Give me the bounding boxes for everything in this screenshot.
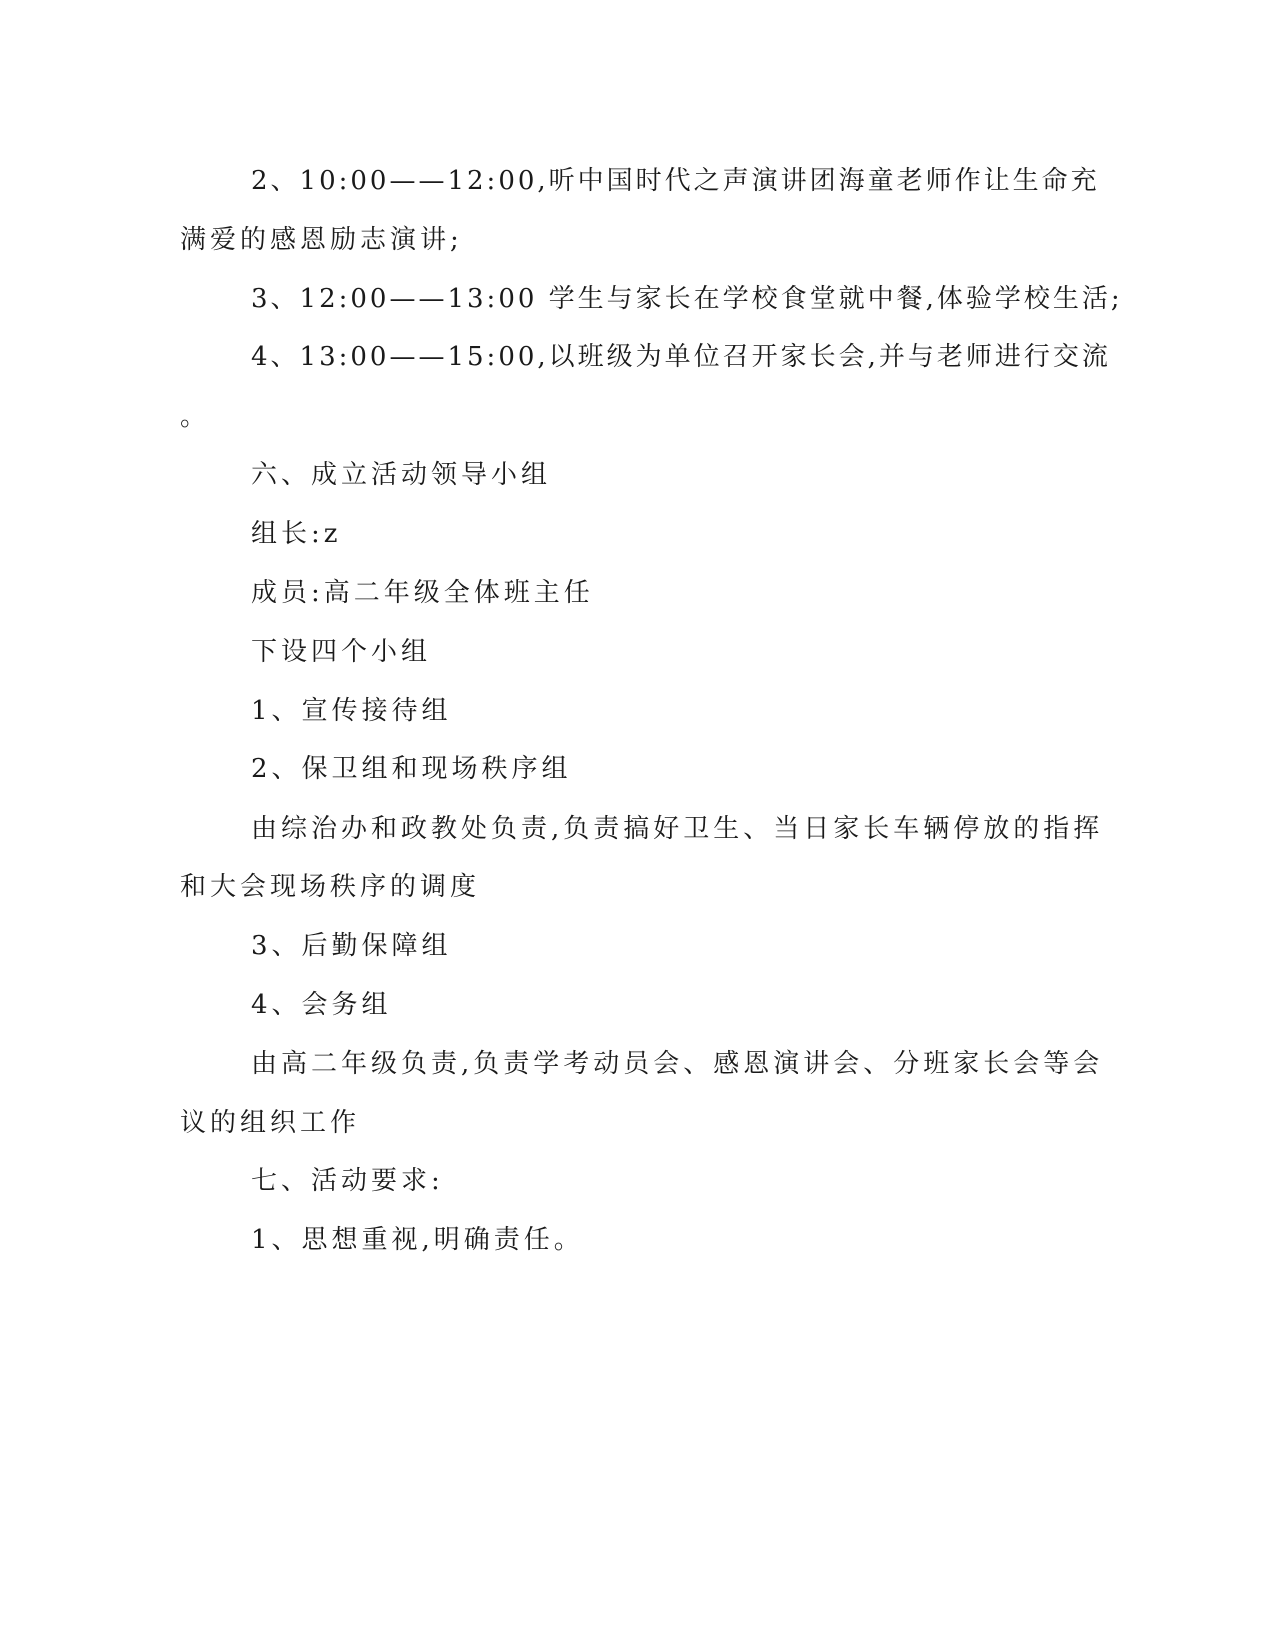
paragraph-line: 组长:z (251, 519, 342, 549)
list-item: 3、后勤保障组 (251, 931, 452, 961)
list-item: 4、会务组 (251, 990, 392, 1020)
paragraph-line: 由高二年级负责,负责学考动员会、感恩演讲会、分班家长会等会 (251, 1049, 1104, 1079)
paragraph-line: 2、10:00——12:00,听中国时代之声演讲团海童老师作让生命充 (251, 166, 1100, 196)
paragraph-line: 由综治办和政教处负责,负责搞好卫生、当日家长车辆停放的指挥 (251, 814, 1104, 844)
paragraph-line: 下设四个小组 (251, 637, 432, 667)
paragraph-line: 和大会现场秩序的调度 (180, 872, 481, 902)
section-heading: 六、成立活动领导小组 (251, 460, 552, 490)
list-item: 2、保卫组和现场秩序组 (251, 754, 572, 784)
paragraph-line: 满爱的感恩励志演讲; (180, 225, 463, 255)
paragraph-line: 4、13:00——15:00,以班级为单位召开家长会,并与老师进行交流 (251, 342, 1111, 372)
paragraph-line: 。 (180, 402, 211, 432)
paragraph-line: 3、12:00——13:00 学生与家长在学校食堂就中餐,体验学校生活; (251, 284, 1123, 314)
paragraph-line: 议的组织工作 (180, 1108, 361, 1138)
list-item: 1、思想重视,明确责任。 (251, 1225, 584, 1255)
section-heading: 七、活动要求: (251, 1166, 444, 1196)
list-item: 1、宣传接待组 (251, 696, 452, 726)
paragraph-line: 成员:高二年级全体班主任 (251, 578, 594, 608)
